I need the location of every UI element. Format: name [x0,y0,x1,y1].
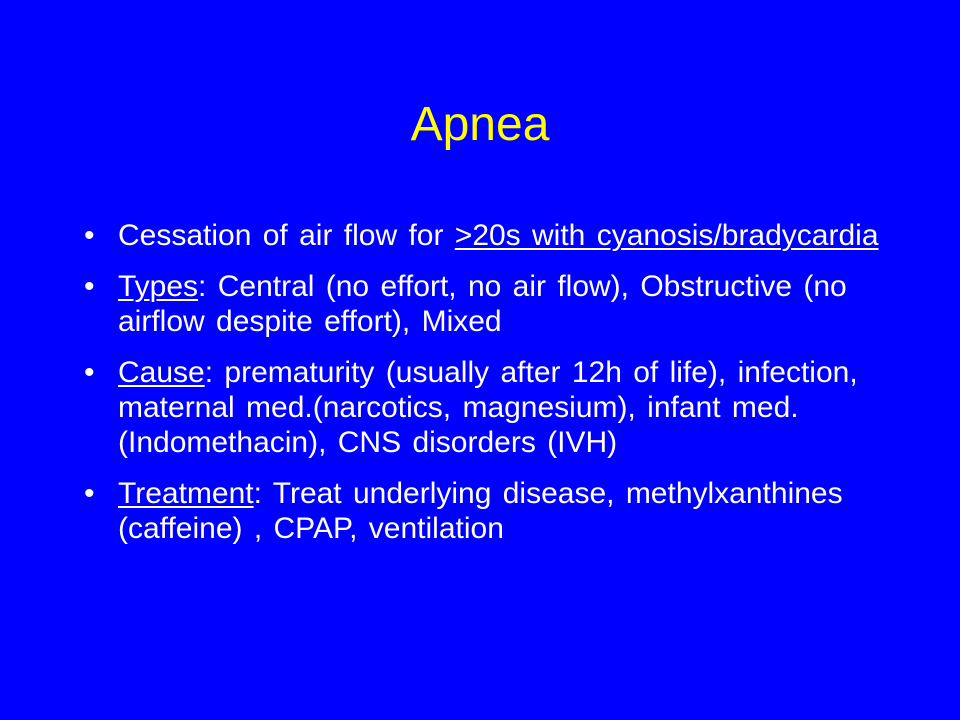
bullet-text-underlined: Types [118,270,199,303]
bullet-list [84,218,884,562]
bullet-text-rest: : Treat underlying disease, methylxanthines (caffeine) , CPAP, ventilation [118,477,843,545]
slide-title: Apnea [410,98,550,151]
bullet-text-rest: : prematurity (usually after 12h of life), infection, maternal med.(narcotics, magnesium), infant med.(Indomethacin), CNS disorders (IVH) [118,356,858,459]
bullet-item-types [84,269,884,339]
bullet-dot-icon: • [84,219,95,252]
bullet-text-rest: : Central (no effort, no air flow), Obstructive (no airflow despite effort), Mixed [118,270,847,338]
bullet-dot-icon: • [84,477,95,510]
bullet-item-definition [84,218,884,253]
bullet-dot-icon: • [84,356,95,389]
bullet-text-underlined: Cause [118,356,205,389]
bullet-text-prefix: Cessation of air flow for [118,219,455,252]
bullet-text-underlined: Treatment [118,477,254,510]
bullet-item-treatment [84,476,884,546]
bullet-text-underlined: >20s with cyanosis/bradycardia [454,219,879,252]
bullet-dot-icon: • [84,270,95,303]
bullet-item-cause [84,355,884,460]
